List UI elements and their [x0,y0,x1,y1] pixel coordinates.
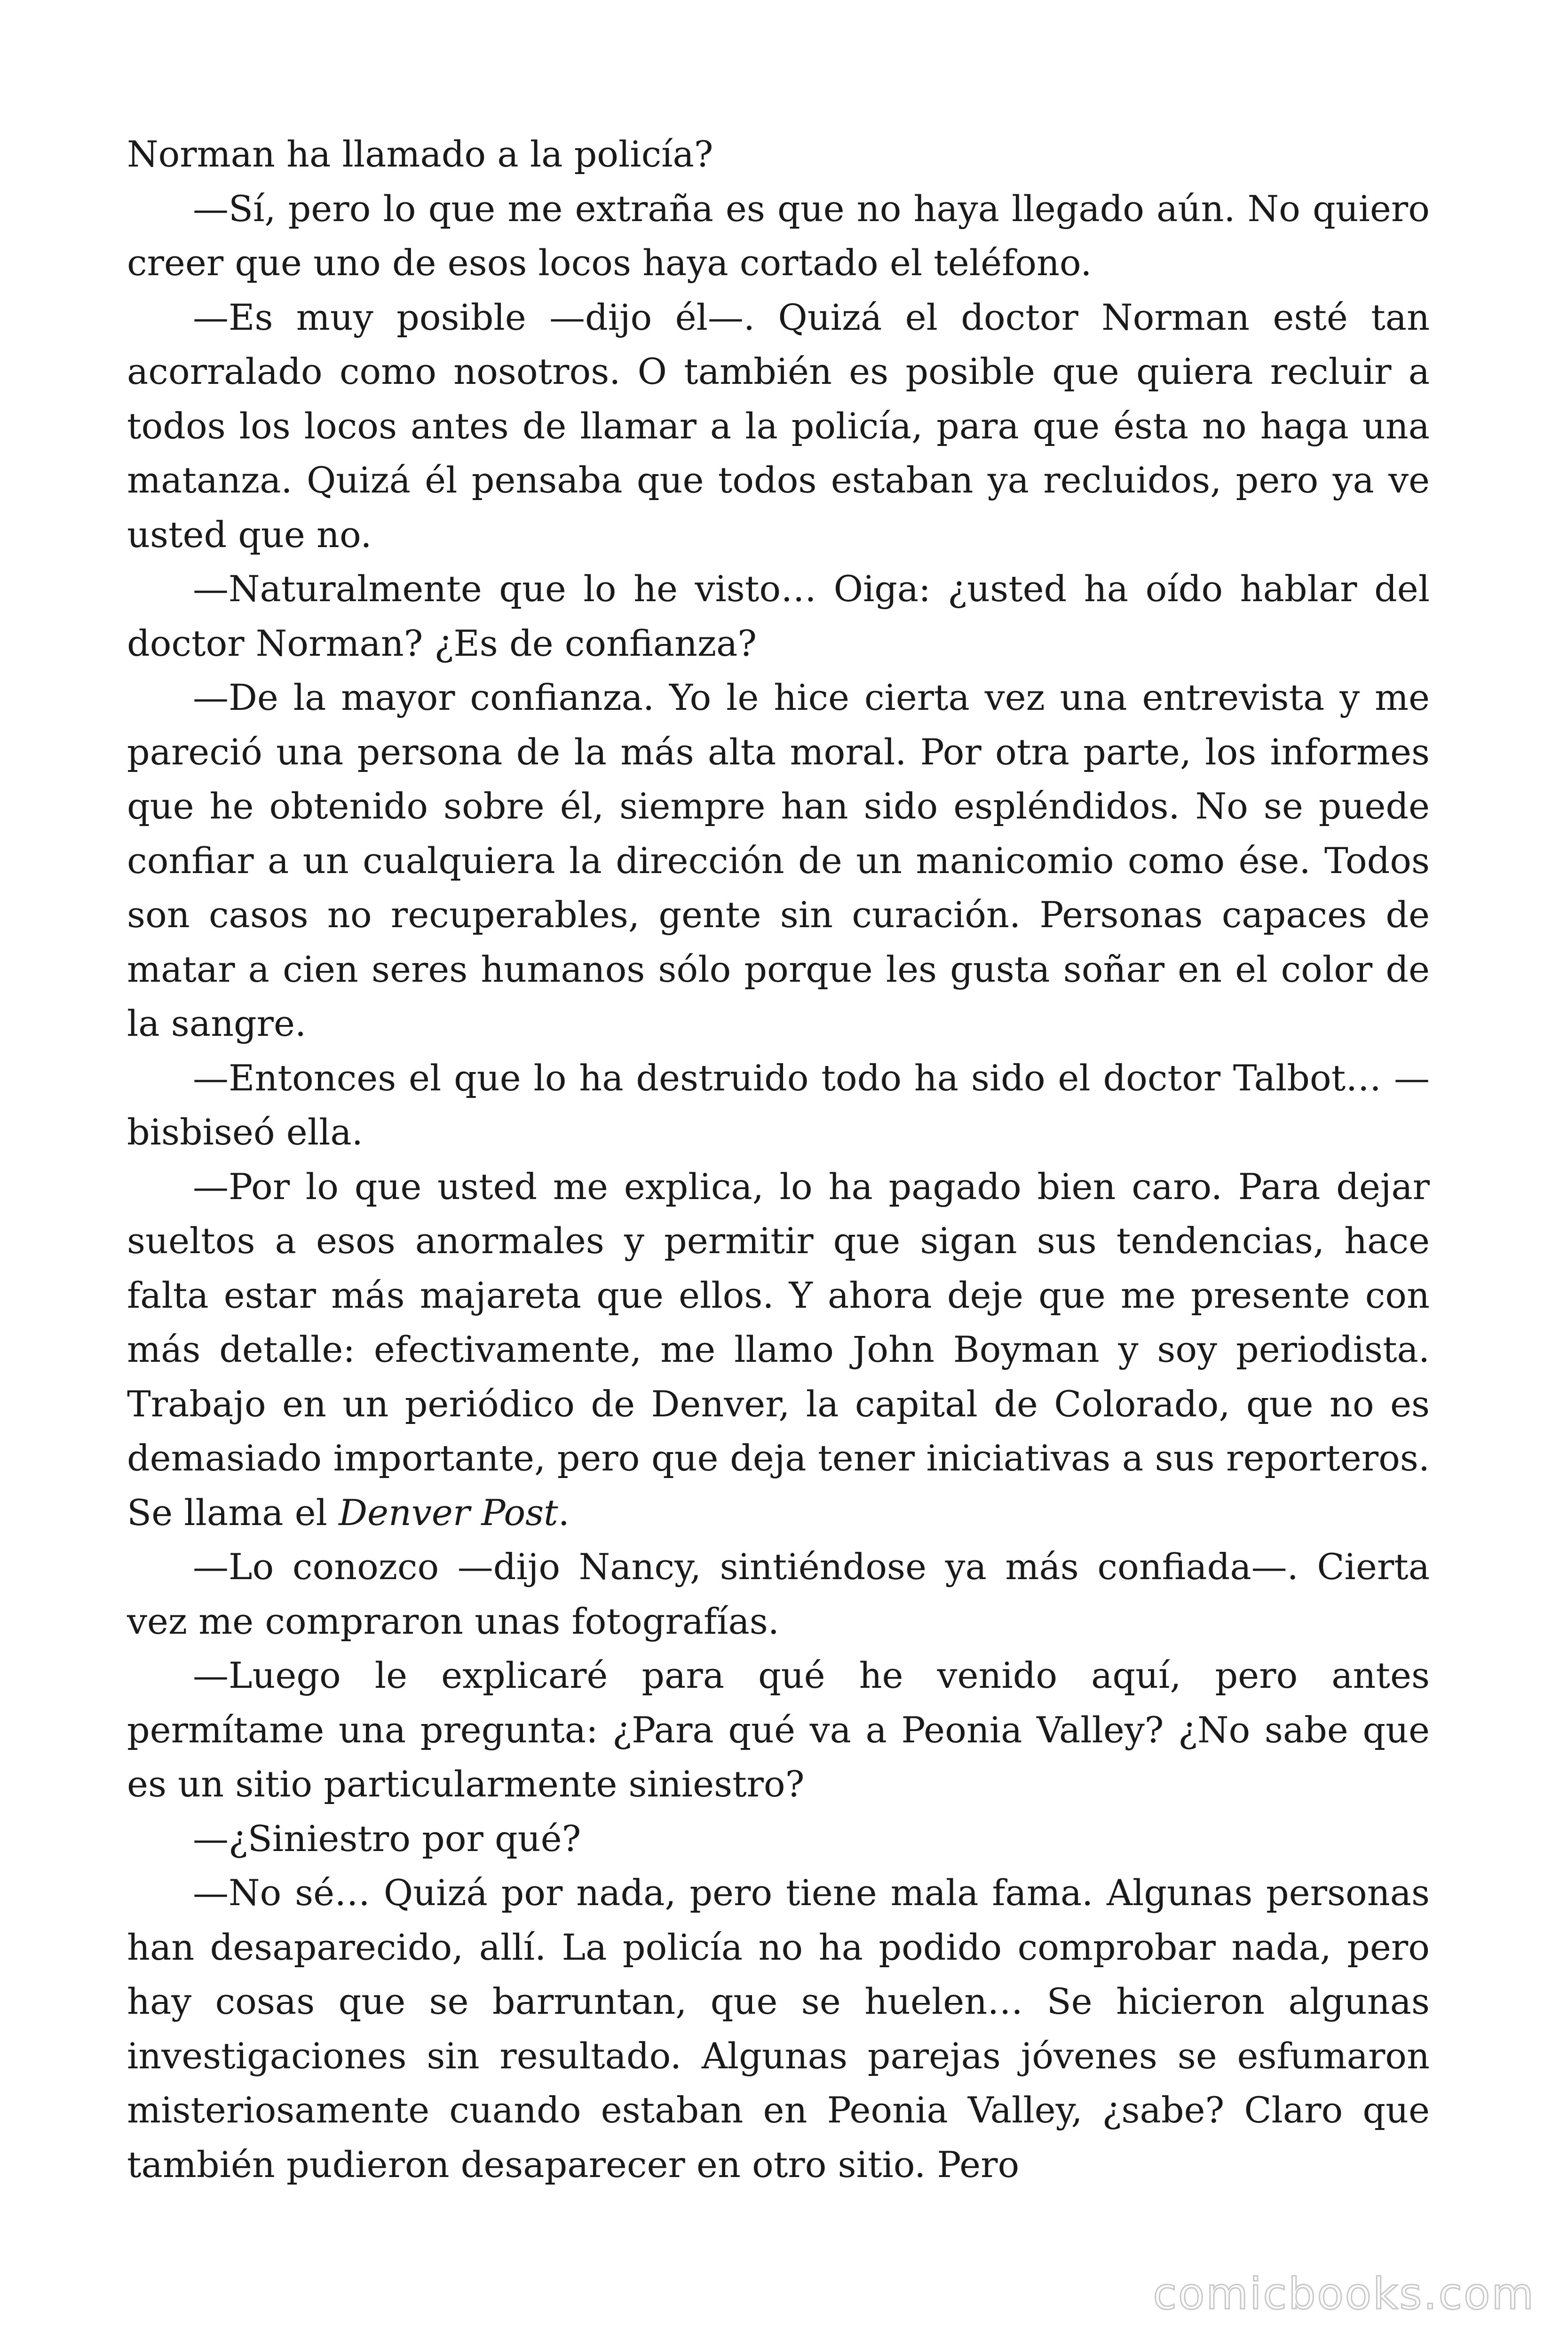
paragraph-1 [127,127,1430,182]
paragraph-text: —Sí, pero lo que me extraña es que no haya llegado aún. No quiero creer que uno de esos locos haya cortado el teléfono. [127,187,1430,284]
paragraph-3 [127,290,1430,562]
paragraph-4 [127,562,1430,670]
paragraph-text: —No sé… Quizá por nada, pero tiene mala fama. Algunas personas han desaparecido, allí. La policía no ha podido comprobar nada, pero hay cosas que se barruntan, que se huelen… Se hicieron algunas investigaciones sin resultado. Algunas parejas jóvenes se esfumaron misteriosamente cuando estaban en Peonia Valley, ¿sabe? Claro que también pudieron desaparecer en otro sitio. Pero [127,1872,1430,2185]
paragraph-8 [127,1540,1430,1648]
paragraph-5 [127,670,1430,1051]
paragraph-text: —Es muy posible —dijo él—. Quizá el doctor Norman esté tan acorralado como nosotros. O también es posible que quiera recluir a todos los locos antes de llamar a la policía, para que ésta no haga una matanza. Quizá él pensaba que todos estaban ya recluidos, pero ya ve usted que no. [127,296,1430,556]
paragraph-text: Norman ha llamado a la policía? [127,133,713,175]
paragraph-7 [127,1160,1430,1540]
paragraph-2 [127,182,1430,290]
paragraph-text: —De la mayor confianza. Yo le hice cierta vez una entrevista y me pareció una persona de la más alta moral. Por otra parte, los informes que he obtenido sobre él, siempre han sido espléndidos. No se puede confiar a un cualquiera la dirección de un manicomio como ése. Todos son casos no recuperables, gente sin curación. Personas capaces de matar a cien seres humanos sólo porque les gusta soñar en el color de la sangre. [127,676,1430,1044]
paragraph-text: —Lo conozco —dijo Nancy, sintiéndose ya más confiada—. Cierta vez me compraron unas fotografías. [127,1546,1430,1642]
paragraph-6 [127,1051,1430,1160]
paragraph-text: —Naturalmente que lo he visto… Oiga: ¿usted ha oído hablar del doctor Norman? ¿Es de confianza? [127,568,1430,664]
page-body [127,127,1430,2192]
paragraph-text: —¿Siniestro por qué? [193,1817,581,1859]
paragraph-10 [127,1812,1430,1866]
paragraph-11 [127,1866,1430,2192]
paragraph-9 [127,1648,1430,1812]
paragraph-text: —Por lo que usted me explica, lo ha pagado bien caro. Para dejar sueltos a esos anormales y permitir que sigan sus tendencias, hace falta estar más majareta que ellos. Y ahora deje que me presente con más detalle: efectivamente, me llamo John Boyman y soy periodista. Trabajo en un periódico de Denver, la capital de Colorado, que no es demasiado importante, pero que deja tener iniciativas a sus reporteros. Se llama el [127,1165,1430,1534]
watermark: comicbooks.com [1153,2269,1535,2319]
newspaper-title: Denver Post [339,1491,558,1534]
paragraph-text: —Entonces el que lo ha destruido todo ha sido el doctor Talbot… —bisbiseó ella. [127,1057,1430,1153]
paragraph-text: —Luego le explicaré para qué he venido aquí, pero antes permítame una pregunta: ¿Para qué va a Peonia Valley? ¿No sabe que es un sitio particularmente siniestro? [127,1654,1430,1805]
paragraph-text-end: . [558,1491,570,1534]
